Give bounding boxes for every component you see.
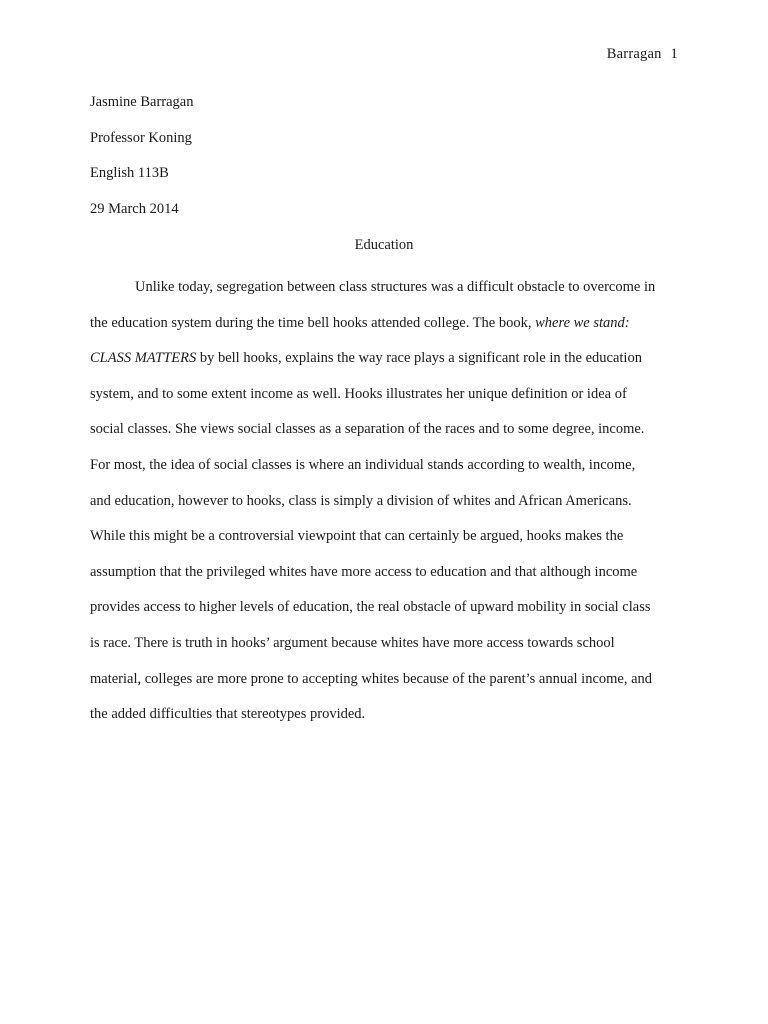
book-title-part: where we stand: [535,314,630,331]
paragraph-text: the education system during the time bell hooks attended college. The book, [90,314,536,331]
paragraph-line: system, and to some extent income as well. Hooks illustrates her unique definition or idea of [90,385,627,402]
paragraph-line: For most, the idea of social classes is where an individual stands according to wealth, income, [90,456,636,473]
paragraph-line: material, colleges are more prone to accepting whites because of the parent’s annual income, and [90,670,653,687]
essay-title: Education [354,237,414,253]
essay-paragraph [90,270,678,733]
running-head-surname: Barragan [606,46,662,62]
paragraph-line [90,306,678,342]
running-head [607,46,678,63]
mla-heading [90,92,680,234]
paragraph-line: social classes. She views social classes as a separation of the races and to some degree, income. [90,421,645,438]
paragraph-line: provides access to higher levels of education, the real obstacle of upward mobility in social class [90,599,651,616]
page-number: 1 [670,46,678,62]
paragraph-text: by bell hooks, explains the way race plays a significant role in the education [196,350,642,367]
paragraph-line: Unlike today, segregation between class structures was a difficult obstacle to overcome in [135,279,656,295]
paragraph-line [90,341,678,377]
course-name: English 113B [90,165,169,182]
professor-name: Professor Koning [90,129,192,146]
essay-date: 29 March 2014 [90,200,179,217]
paragraph-line: assumption that the privileged whites have more access to education and that although income [90,563,638,580]
student-name: Jasmine Barragan [90,94,194,110]
paragraph-line: and education, however to hooks, class is simply a division of whites and African Americans. [90,492,632,509]
paragraph-line: the added difficulties that stereotypes provided. [90,706,366,723]
book-title-part: CLASS MATTERS [90,350,197,367]
paragraph-line: is race. There is truth in hooks’ argument because whites have more access towards school [90,634,615,651]
paragraph-line: While this might be a controversial viewpoint that can certainly be argued, hooks makes the [90,528,624,545]
